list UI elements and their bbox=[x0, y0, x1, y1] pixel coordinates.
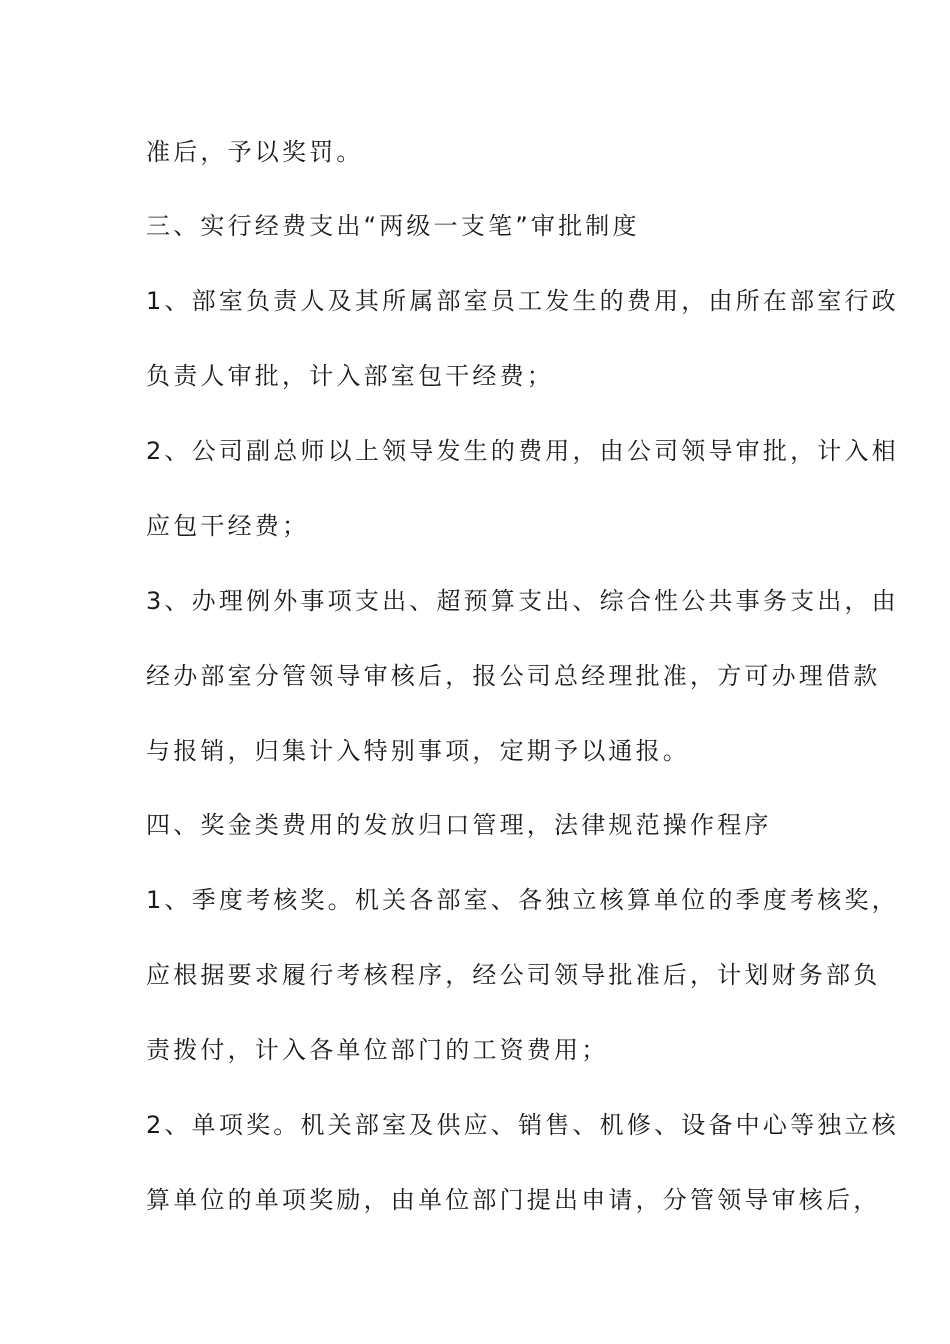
text-line: 应根据要求履行考核程序，经公司领导批准后，计划财务部负 bbox=[146, 961, 881, 989]
text-line: 负责人审批，计入部室包干经费； bbox=[146, 362, 554, 390]
text-line: 2、公司副总师以上领导发生的费用，由公司领导审批，计入相 bbox=[146, 437, 899, 465]
text-line: 责拨付，计入各单位部门的工资费用； bbox=[146, 1036, 609, 1064]
text-line: 1、部室负责人及其所属部室员工发生的费用，由所在部室行政 bbox=[146, 287, 899, 315]
text-line: 准后，予以奖罚。 bbox=[146, 138, 364, 166]
text-line: 1、季度考核奖。机关各部室、各独立核算单位的季度考核奖， bbox=[146, 886, 899, 914]
section-heading: 三、实行经费支出“两级一支笔”审批制度 bbox=[146, 212, 640, 240]
text-line: 与报销，归集计入特别事项，定期予以通报。 bbox=[146, 737, 690, 765]
text-line: 3、办理例外事项支出、超预算支出、综合性公共事务支出，由 bbox=[146, 587, 899, 615]
text-line: 算单位的单项奖励，由单位部门提出申请，分管领导审核后， bbox=[146, 1186, 881, 1214]
text-line: 经办部室分管领导审核后，报公司总经理批准，方可办理借款 bbox=[146, 662, 881, 690]
text-line: 应包干经费； bbox=[146, 512, 310, 540]
text-line: 2、单项奖。机关部室及供应、销售、机修、设备中心等独立核 bbox=[146, 1111, 899, 1139]
section-heading: 四、奖金类费用的发放归口管理，法律规范操作程序 bbox=[146, 811, 772, 839]
